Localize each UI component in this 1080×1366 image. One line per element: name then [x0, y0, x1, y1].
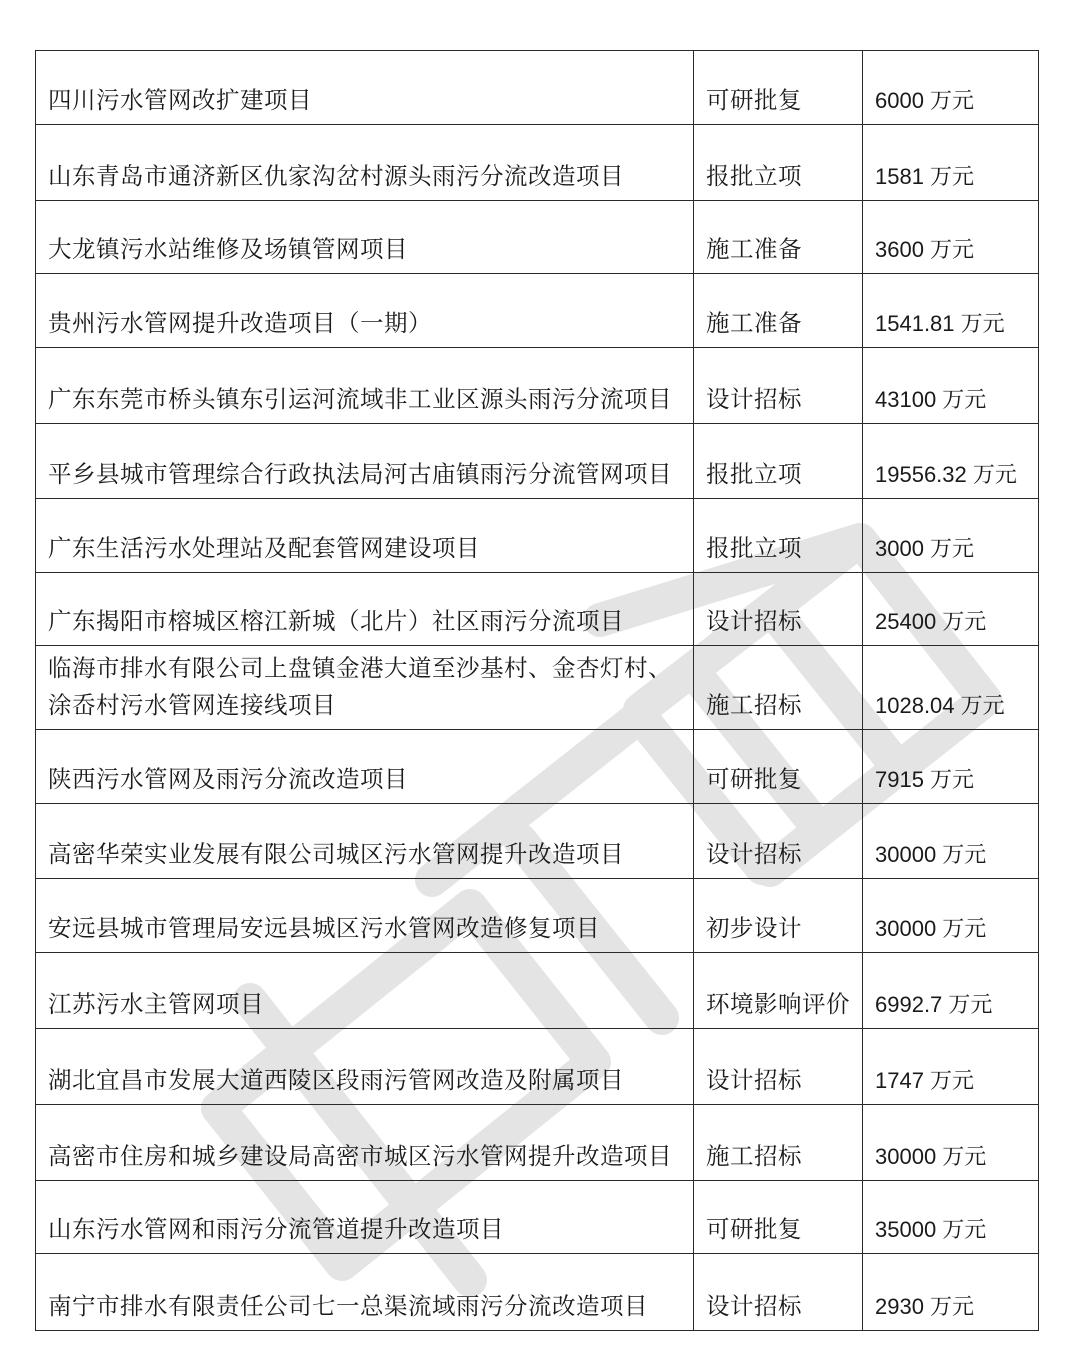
- project-name: 高密市住房和城乡建设局高密市城区污水管网提升改造项目: [36, 1105, 694, 1181]
- project-status: 报批立项: [694, 125, 863, 201]
- project-amount: 30000 万元: [863, 804, 1039, 879]
- project-name: 广东揭阳市榕城区榕江新城（北片）社区雨污分流项目: [36, 573, 694, 646]
- project-amount: 30000 万元: [863, 1105, 1039, 1181]
- table-row: [36, 879, 1039, 953]
- project-status: 设计招标: [694, 804, 863, 879]
- project-status: 报批立项: [694, 499, 863, 573]
- project-amount: 3000 万元: [863, 499, 1039, 573]
- project-name: 广东生活污水处理站及配套管网建设项目: [36, 499, 694, 573]
- table-row: [36, 51, 1039, 125]
- project-name: 南宁市排水有限责任公司七一总渠流域雨污分流改造项目: [36, 1254, 694, 1331]
- project-status: 报批立项: [694, 424, 863, 499]
- table-row: [36, 1105, 1039, 1181]
- project-status: 设计招标: [694, 1029, 863, 1105]
- project-name: 山东污水管网和雨污分流管道提升改造项目: [36, 1181, 694, 1254]
- project-name: 江苏污水主管网项目: [36, 953, 694, 1029]
- table-row: [36, 125, 1039, 201]
- project-status: 施工招标: [694, 1105, 863, 1181]
- project-amount: 3600 万元: [863, 201, 1039, 274]
- table-row: [36, 274, 1039, 348]
- table-row: [36, 348, 1039, 424]
- project-status: 环境影响评价: [694, 953, 863, 1029]
- project-name: 四川污水管网改扩建项目: [36, 51, 694, 125]
- project-name: 高密华荣实业发展有限公司城区污水管网提升改造项目: [36, 804, 694, 879]
- table-row: [36, 953, 1039, 1029]
- project-name: 山东青岛市通济新区仇家沟岔村源头雨污分流改造项目: [36, 125, 694, 201]
- project-status: 可研批复: [694, 730, 863, 804]
- project-status: 施工准备: [694, 201, 863, 274]
- table-row: [36, 1029, 1039, 1105]
- project-amount: 1747 万元: [863, 1029, 1039, 1105]
- project-amount: 2930 万元: [863, 1254, 1039, 1331]
- project-table: [35, 50, 1039, 1331]
- project-status: 施工招标: [694, 646, 863, 730]
- project-name: 大龙镇污水站维修及场镇管网项目: [36, 201, 694, 274]
- project-status: 施工准备: [694, 274, 863, 348]
- project-amount: 1028.04 万元: [863, 646, 1039, 730]
- table-row: [36, 1254, 1039, 1331]
- project-amount: 30000 万元: [863, 879, 1039, 953]
- project-name: 临海市排水有限公司上盘镇金港大道至沙基村、金杏灯村、涂岙村污水管网连接线项目: [36, 646, 694, 730]
- table-row: [36, 804, 1039, 879]
- project-status: 设计招标: [694, 1254, 863, 1331]
- project-status: 可研批复: [694, 1181, 863, 1254]
- project-name: 贵州污水管网提升改造项目（一期）: [36, 274, 694, 348]
- table-row: [36, 499, 1039, 573]
- project-name: 广东东莞市桥头镇东引运河流域非工业区源头雨污分流项目: [36, 348, 694, 424]
- project-amount: 6000 万元: [863, 51, 1039, 125]
- table-row: [36, 424, 1039, 499]
- project-amount: 35000 万元: [863, 1181, 1039, 1254]
- project-name: 湖北宜昌市发展大道西陵区段雨污管网改造及附属项目: [36, 1029, 694, 1105]
- project-amount: 1541.81 万元: [863, 274, 1039, 348]
- project-amount: 1581 万元: [863, 125, 1039, 201]
- project-status: 可研批复: [694, 51, 863, 125]
- project-amount: 25400 万元: [863, 573, 1039, 646]
- project-status: 初步设计: [694, 879, 863, 953]
- project-name: 平乡县城市管理综合行政执法局河古庙镇雨污分流管网项目: [36, 424, 694, 499]
- project-name: 安远县城市管理局安远县城区污水管网改造修复项目: [36, 879, 694, 953]
- table-row: [36, 646, 1039, 730]
- project-amount: 43100 万元: [863, 348, 1039, 424]
- project-name: 陕西污水管网及雨污分流改造项目: [36, 730, 694, 804]
- project-amount: 19556.32 万元: [863, 424, 1039, 499]
- project-amount: 7915 万元: [863, 730, 1039, 804]
- table-row: [36, 573, 1039, 646]
- table-row: [36, 201, 1039, 274]
- table-row: [36, 1181, 1039, 1254]
- project-status: 设计招标: [694, 348, 863, 424]
- project-status: 设计招标: [694, 573, 863, 646]
- project-amount: 6992.7 万元: [863, 953, 1039, 1029]
- table-row: [36, 730, 1039, 804]
